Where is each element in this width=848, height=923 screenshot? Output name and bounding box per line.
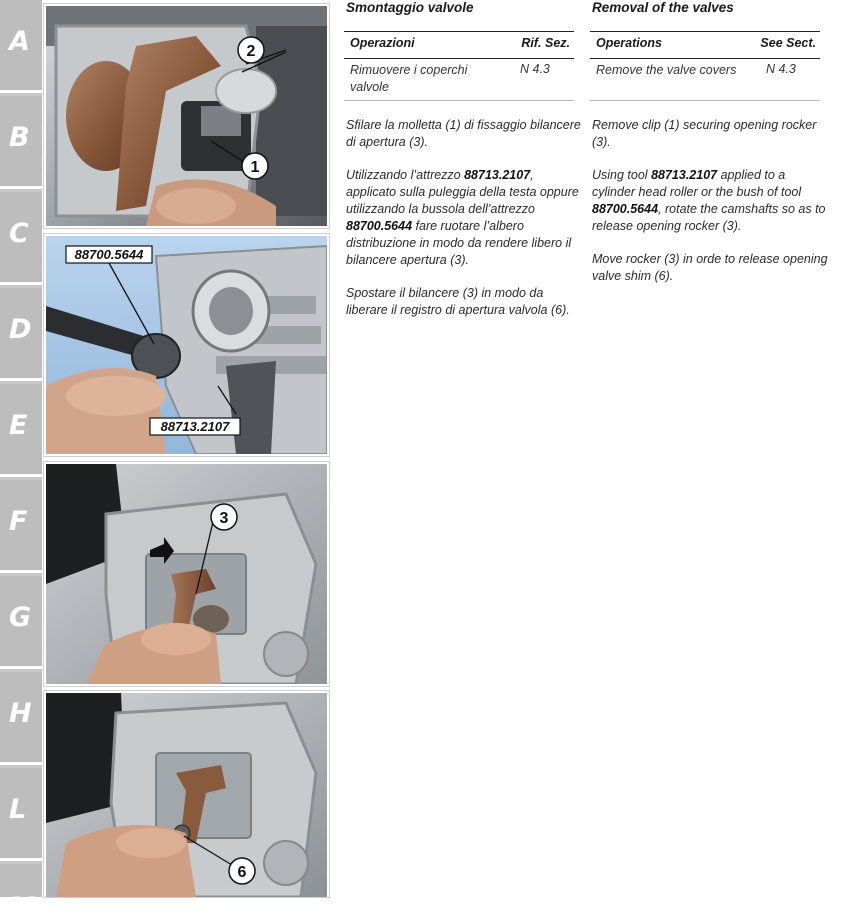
- paragraph-text: Using tool: [592, 168, 652, 182]
- paragraph-text: Sfilare la molletta (1) di fissaggio bilancere di apertura (3).: [346, 118, 581, 149]
- paragraph-text: Move rocker (3) in orde to release opening valve shim (6).: [592, 252, 828, 283]
- index-tab-b[interactable]: [0, 96, 42, 189]
- instruction-paragraph: [592, 167, 828, 235]
- table-cell-reference: N 4.3: [766, 62, 796, 76]
- table-header-reference: See Sect.: [760, 36, 816, 50]
- index-tab-g[interactable]: [0, 576, 42, 669]
- instruction-paragraph: [346, 285, 582, 319]
- index-letter: D: [9, 314, 32, 345]
- callout-number: 1: [250, 159, 260, 176]
- callout-number: 2: [246, 43, 256, 60]
- callout-number: 3: [219, 510, 229, 527]
- instruction-paragraph: [592, 117, 828, 151]
- index-tab-f[interactable]: [0, 480, 42, 573]
- index-tab-c[interactable]: [0, 192, 42, 285]
- index-letter: L: [9, 794, 27, 825]
- instruction-paragraph: [592, 251, 828, 285]
- index-letter: F: [9, 506, 28, 537]
- table-divider: [590, 100, 820, 101]
- operations-table-header: [344, 31, 574, 59]
- index-tab-e[interactable]: [0, 384, 42, 477]
- tool-code: 88713.2107: [651, 168, 718, 182]
- tool-code: 88700.5644: [592, 202, 659, 216]
- paragraph-text: , applicato sulla puleggia della testa oppure utilizzando la bussola dell’attrezzo: [346, 168, 579, 216]
- tool-code: 88700.5644: [346, 219, 413, 233]
- instruction-paragraph: [346, 117, 582, 151]
- section-index-strip: [0, 0, 42, 923]
- paragraph-text: Utilizzando l’attrezzo: [346, 168, 465, 182]
- table-cell-reference: N 4.3: [520, 62, 550, 76]
- photo-move-rocker: [44, 462, 329, 686]
- index-letter: A: [9, 26, 30, 57]
- index-letter: M: [9, 892, 36, 923]
- instruction-paragraph: [346, 167, 582, 269]
- section-title: Removal of the valves: [592, 0, 734, 15]
- index-tab-a[interactable]: [0, 0, 42, 93]
- tool-code-label: 88713.2107: [160, 419, 230, 434]
- operations-table-header: [590, 31, 820, 59]
- index-letter: B: [9, 122, 30, 153]
- photo-tool-rotation: [44, 234, 329, 456]
- index-tab-l[interactable]: [0, 768, 42, 861]
- callout-number: 6: [237, 864, 247, 881]
- table-header-reference: Rif. Sez.: [521, 36, 570, 50]
- table-header-operations: Operations: [596, 36, 662, 50]
- index-tab-h[interactable]: [0, 672, 42, 765]
- paragraph-text: Remove clip (1) securing opening rocker (3).: [592, 118, 817, 149]
- index-letter: H: [9, 698, 32, 729]
- index-letter: G: [9, 602, 32, 633]
- index-letter: C: [9, 218, 29, 249]
- section-title: Smontaggio valvole: [346, 0, 474, 15]
- table-header-operations: Operazioni: [350, 36, 415, 50]
- photo-release-shim: [44, 691, 329, 897]
- table-cell-operation: Rimuovere i coperchi valvole: [350, 63, 468, 94]
- index-tab-d[interactable]: [0, 288, 42, 381]
- index-letter: E: [9, 410, 28, 441]
- tool-code-label: 88700.5644: [74, 247, 144, 262]
- table-cell-operation: Remove the valve covers: [596, 63, 737, 77]
- paragraph-text: applied to a cylinder head roller or the bush of tool: [592, 168, 802, 199]
- paragraph-text: Spostare il bilancere (3) in modo da liberare il registro di apertura valvola (6).: [346, 286, 570, 317]
- index-tab-m[interactable]: [0, 864, 42, 923]
- paragraph-text: , rotate the camshafts so as to release opening rocker (3).: [592, 202, 826, 233]
- photo-rocker-clip: [44, 4, 329, 228]
- tool-code: 88713.2107: [464, 168, 531, 182]
- table-divider: [344, 100, 574, 101]
- paragraph-text: fare ruotare l’albero distribuzione in modo da rendere libero il bilancere apertura (3).: [346, 219, 572, 267]
